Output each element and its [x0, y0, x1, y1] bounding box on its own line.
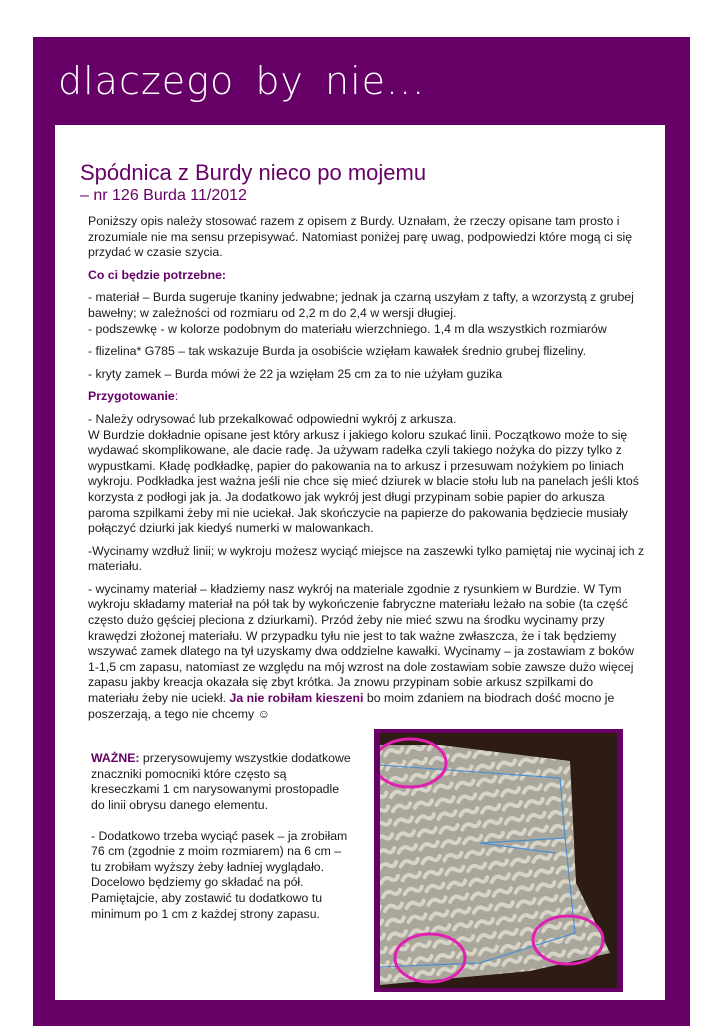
side-notes [91, 751, 353, 937]
needs-item-text: - materiał – Burda sugeruje tkaniny jedwabne; jednak ja czarną uszyłam z tafty, a wzorzystą z grubej bawełny; w zależności od rozmiaru od 2,2 m do 2,4 w wersji długiej. [88, 290, 634, 320]
prep-line: - Należy odrysować lub przekalkować odpowiedni wykrój z arkusza. [88, 411, 457, 426]
prep-paragraph [88, 412, 645, 537]
important-label: WAŻNE: [91, 751, 140, 766]
prep-heading-text: Przygotowanie [88, 389, 175, 404]
cutting-text: - wycinamy materiał – kładziemy nasz wykrój na materiale zgodnie z rysunkiem w Burdzie. W Tym wykroju składamy materiał na pół tak by wykończenie fabryczne materiału leżało na sobie (ta część często dużo gęściej pleciona z dziurkami). Przód żeby nie mieć szwu na środku wycinamy przy krawędzi złożonej materiału. W przypadku tyłu nie jest to tak ważne zwłaszcza, że i tak będziemy wszywać zamek dlatego na tył uzyskamy dwa oddzielne kawałki. Wycinamy – ja zostawiam z boków 1-1,5 cm zapasu, natomiast ze względu na mój wzrost na dole zostawiam sobie zawsze dużo więcej zapasu jakby kreacja okazała się zbyt krótka. Ja znowu przypinam sobie arkusz szpilkami do materiału żeby nie uciekł. [88, 581, 634, 706]
belt-note: - Dodatkowo trzeba wyciąć pasek – ja zrobiłam 76 cm (zgodnie z moim rozmiarem) na 6 cm – tu zrobiłam wyższy żeby ładniej wyglądało. Docelowo będziemy go składać na pół. Pamiętajcie, aby zostawić tu dodatkowo tu minimum po 1 cm z każdej strony zapasu. [91, 828, 348, 921]
fabric-photo [374, 729, 623, 992]
article-title: Spódnica z Burdy nieco po mojemu [80, 160, 427, 185]
pockets-highlight: Ja nie robiłam kieszeni [229, 691, 364, 706]
cutting-paragraph [88, 582, 645, 722]
needs-item: - kryty zamek – Burda mówi że 22 ja wzięłam 25 cm za to nie użyłam guzika [88, 366, 503, 381]
needs-item-text: - podszewkę - w kolorze podobnym do materiału wierzchniego. 1,4 m dla wszystkich rozmiarów [88, 321, 607, 336]
fabric-photo-image [380, 733, 617, 988]
blog-logo: dlaczego by nie... [58, 59, 426, 103]
needs-item: - flizelina* G785 – tak wskazuje Burda ja osobiście wzięłam kawałek średnio grubej flizeliny. [88, 344, 587, 359]
prep-text: W Burdzie dokładnie opisane jest który arkusz i jakiego koloru szukać linii. Początkowo może to się wydawać skomplikowane, ale dacie radę. Ja używam radełka czyli takiego nożyka do pizzy tylko z wypustkami. Kładę podkładkę, papier do pakowania na to arkusz i przesuwam nożykiem po liniach wykroju. Podkładka jest ważna jeśli nie chce się mieć dziurek w blacie stołu lub na panelach jeśli ktoś korzysta z podłogi jak ja. Ja dodatkowo jak wykrój jest długi przypinam sobie papier do arkusza paroma szpilkami żeby mi nie uciekał. Jak skończycie na papierze do pakowania będziecie musiały połączyć dziurki jak kiedyś numerki w malowankach. [88, 427, 639, 536]
cutting-text-end: bo moim zdaniem na biodrach dość mocno je poszerzają, a tego nie chcemy ☺ [88, 691, 615, 721]
needs-heading: Co ci będzie potrzebne: [88, 267, 227, 282]
important-text: przerysowujemy wszystkie dodatkowe znaczniki pomocniki które często są kreseczkami 1 cm narysowanymi prostopadle do linii obrysu danego elementu. [91, 751, 351, 812]
content-panel [55, 125, 665, 1000]
page-frame [33, 37, 690, 1026]
lower-section [80, 729, 645, 992]
article-subtitle: – nr 126 Burda 11/2012 [80, 187, 247, 204]
needs-item [88, 290, 645, 337]
article-body [88, 214, 645, 722]
intro-paragraph: Poniższy opis należy stosować razem z opisem z Burdy. Uznałam, że rzeczy opisane tam prosto i zrozumiale nie ma sensu przepisywać. Natomiast poniżej parę uwag, podpowiedzi które mogą ci się przydać w czasie szycia. [88, 214, 633, 260]
prep-heading [88, 389, 645, 405]
prep-heading-colon: : [174, 389, 179, 404]
important-note [91, 751, 353, 813]
prep-paragraph: -Wycinamy wzdłuż linii; w wykroju możesz wyciąć miejsce na zaszewki tylko pamiętaj nie wycinaj ich z materiału. [88, 543, 645, 574]
